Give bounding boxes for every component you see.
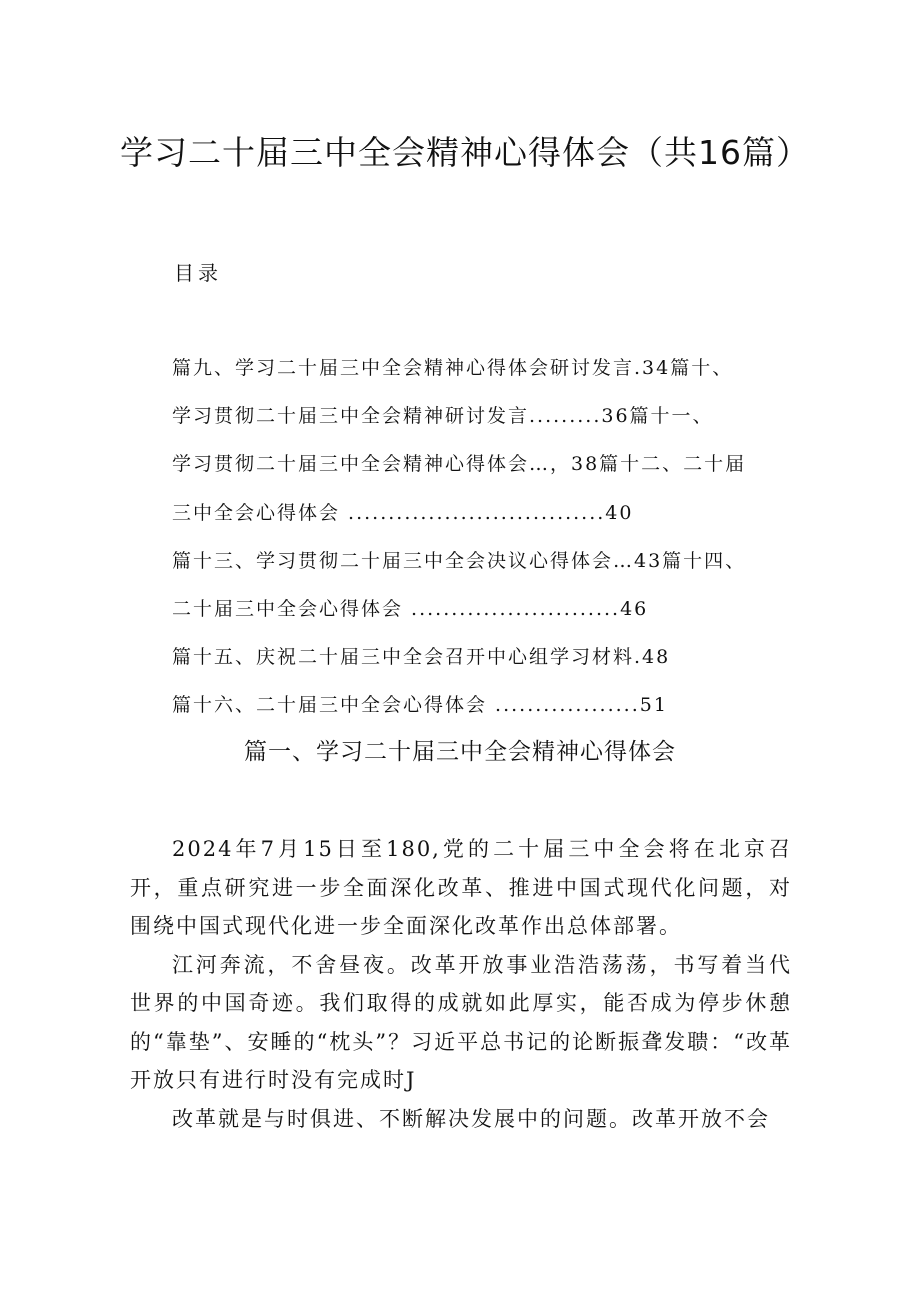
toc-line: 二十届三中全会心得体会 ..........................46 bbox=[172, 597, 649, 620]
toc-line: 篇九、学习二十届三中全会精神心得体会研讨发言.34篇十、 bbox=[172, 357, 734, 379]
document-title: 学习二十届三中全会精神心得体会（共16篇） bbox=[120, 133, 810, 172]
toc-line: 篇十六、二十届三中全会心得体会 ..................51 bbox=[172, 694, 668, 717]
section-heading: 篇一、学习二十届三中全会精神心得体会 bbox=[244, 739, 676, 765]
toc-line: 三中全会心得体会 ................................40 bbox=[172, 501, 634, 524]
body-paragraph: 江河奔流，不舍昼夜。改革开放事业浩浩荡荡，书写着当代世界的中国奇迹。我们取得的成就如此厚实，能否成为停步休憩的“靠垫”、安睡的“枕头”？习近平总书记的论断振聋发聩：“改革开放只有进行时没有完成时J bbox=[130, 952, 792, 1092]
body-paragraph: 2024年7月15日至180,党的二十届三中全会将在北京召开，重点研究进一步全面深化改革、推进中国式现代化问题，对围绕中国式现代化进一步全面深化改革作出总体部署。 bbox=[130, 837, 792, 938]
toc-line: 篇十三、学习贯彻二十届三中全会决议心得体会…43篇十四、 bbox=[172, 549, 747, 572]
toc-line: 篇十五、庆祝二十届三中全会召开中心组学习材料.48 bbox=[172, 646, 671, 669]
body-text bbox=[130, 830, 792, 1138]
toc-line: 学习贯彻二十届三中全会精神研讨发言.........36篇十一、 bbox=[172, 405, 714, 428]
body-paragraph: 改革就是与时俱进、不断解决发展中的问题。改革开放不会 bbox=[172, 1106, 770, 1131]
table-of-contents bbox=[172, 348, 792, 734]
toc-label: 目录 bbox=[174, 261, 222, 285]
toc-line: 学习贯彻二十届三中全会精神心得体会…，38篇十二、二十届 bbox=[172, 453, 747, 476]
